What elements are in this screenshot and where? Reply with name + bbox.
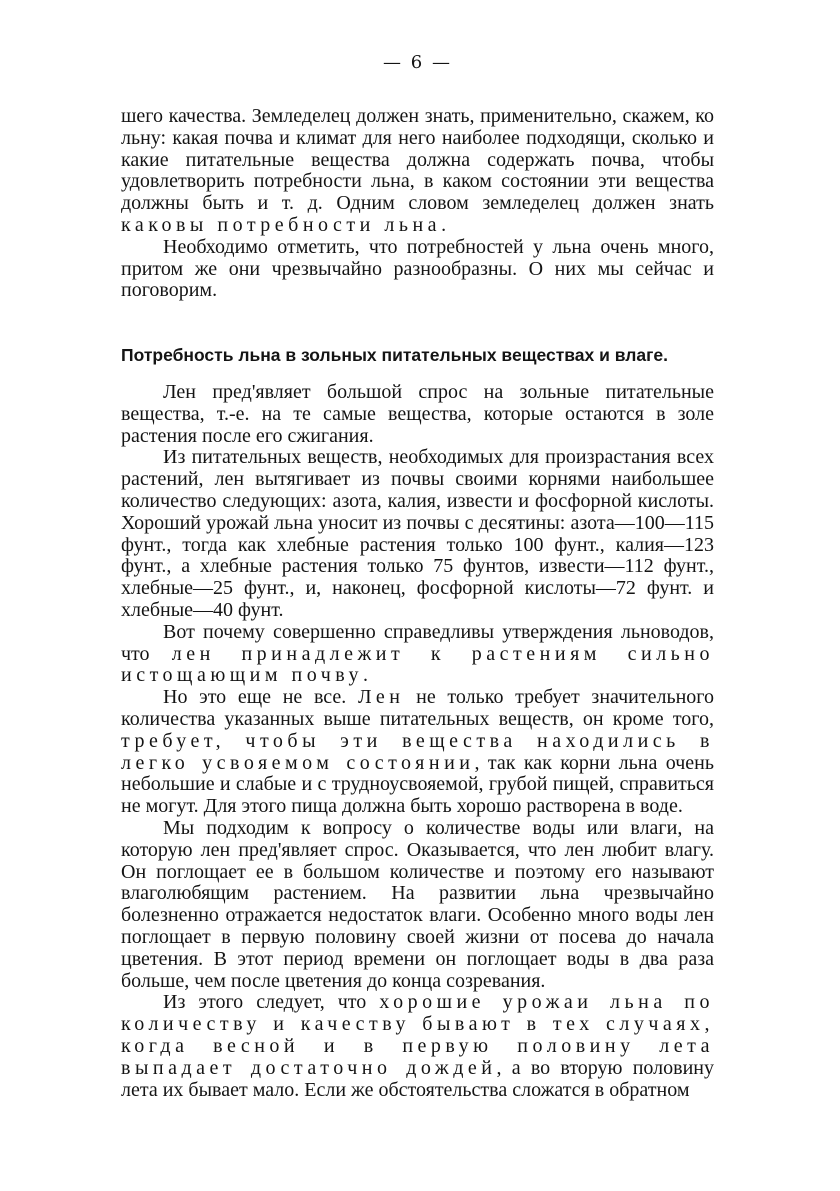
page-number: — 6 —	[383, 52, 452, 73]
section-paragraph-6	[121, 992, 714, 1101]
section-p4-spaced-2: требует, чтобы эти вещества находились в легко усвояемом состоянии	[121, 729, 714, 774]
section-p6-text-a: Из этого следует, что	[163, 991, 380, 1014]
section-paragraph-3	[121, 622, 714, 687]
section-p4-text-a: Но это еще не все.	[163, 686, 358, 709]
section-p4-text-c: , так как корни льна очень небольшие и слабые и с трудноусвояемой, грубой пищей, справиться не могут. Для этого пища должна быть хорошо растворена в воде.	[121, 751, 714, 818]
section-p3-text-a: Вот почему совершенно справедливы утверждения льноводов, что	[121, 620, 714, 665]
intro-paragraph-1	[121, 106, 714, 237]
section-text	[121, 382, 714, 1101]
section-p6-text-b: , а во вторую половину лета их бывает мало. Если же обстоятельства сложатся в обратном	[121, 1056, 714, 1101]
intro-paragraph-2: Необходимо отметить, что потребностей у льна очень много, притом же они чрезвычайно разнообразны. О них мы сейчас и поговорим.	[121, 235, 714, 302]
intro-p1-spaced: каковы потребности льна	[121, 213, 442, 236]
section-p6-spaced: хорошие урожаи льна по количеству и качеству бывают в тех случаях, когда весной и в первую половину лета выпадает достаточно дождей	[121, 991, 714, 1079]
intro-p1-text-b: .	[441, 213, 447, 236]
section-paragraph-1: Лен пред'являет большой спрос на зольные питательные вещества, т.-е. на те самые вещества, которые остаются в золе растения после его сжигания.	[121, 381, 714, 447]
section-p4-spaced-1: Лен	[357, 686, 405, 709]
section-p3-spaced: лен принадлежит к растениям сильно истощающим почву	[121, 642, 714, 687]
section-p3-text-b: .	[363, 664, 369, 687]
section-paragraph-5: Мы подходим к вопросу о количестве воды или влаги, на которую лен пред'являет спрос. Оказывается, что лен любит влагу. Он поглощает ее в большом количестве и поэтому его называют влаголюбящим растением. На развитии льна чрезвычайно болезненно отражается недостаток влаги. Особенно много воды лен поглощает в первую половину своей жизни от посева до начала цветения. В этот период времени он поглощает воды в два раза больше, чем после цветения до конца созревания.	[121, 816, 714, 992]
section-heading: Потребность льна в зольных питательных веществах и влаге.	[121, 345, 669, 365]
section-paragraph-4	[121, 687, 714, 818]
section-paragraph-2: Из питательных веществ, необходимых для произрастания всех растений, лен вытягивает из почвы своими корнями наибольшее количество следующих: азота, калия, извести и фосфорной кислоты. Хороший урожай льна уносит из почвы с десятины: азота—100—115 фунт., тогда как хлебные растения только 100 фунт., калия—123 фунт., а хлебные растения только 75 фунтов, извести—112 фунт., хлебные—25 фунт., и, наконец, фосфорной кислоты—72 фунт. и хлебные—40 фунт.	[121, 446, 714, 621]
section-p4-text-b: не только требует значительного количества указанных выше питательных веществ, он кроме того,	[121, 686, 714, 730]
intro-text	[121, 106, 714, 302]
book-page	[121, 0, 714, 1191]
intro-p1-text-a: шего качества. Земледелец должен знать, применительно, скажем, ко льну: какая почва и климат для него наиболее подходящи, сколько и какие питательные вещества должна содержать почва, чтобы удовлетворить потребности льна, в каком состоянии эти вещества должны быть и т. д. Одним словом земледелец должен знать	[121, 105, 714, 215]
